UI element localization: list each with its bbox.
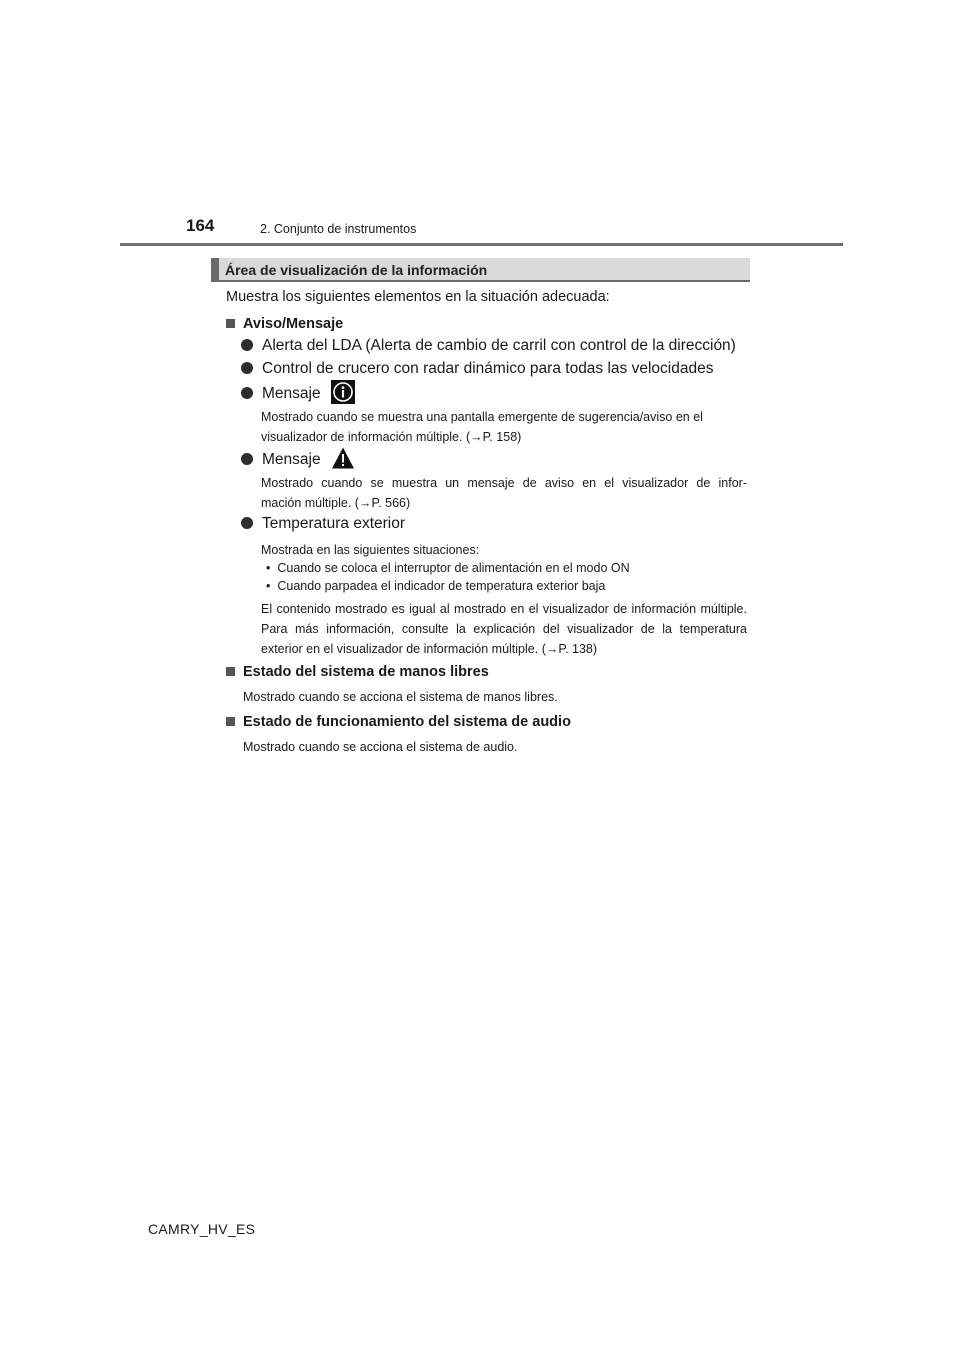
subsection-heading-manos-libres [226, 664, 489, 680]
list-item-temperatura [241, 515, 405, 533]
square-bullet-icon [226, 667, 235, 676]
section-bar-accent [211, 258, 219, 280]
heading-text: Aviso/Mensaje [243, 316, 344, 332]
list-item-text: Alerta del LDA (Alerta de cambio de carril con control de la dirección) [262, 337, 736, 354]
list-item-cruise-control [241, 360, 713, 378]
circle-bullet-icon [241, 387, 253, 399]
heading-text: Estado de funcionamiento del sistema de audio [243, 714, 571, 730]
section-intro: Muestra los siguientes elementos en la situación adecuada: [226, 289, 610, 305]
list-item-text: Mensaje [262, 385, 321, 403]
audio-desc: Mostrado cuando se acciona el sistema de audio. [243, 740, 518, 754]
list-item-mensaje-info [241, 382, 355, 406]
info-icon [331, 380, 355, 404]
subsection-heading-audio [226, 714, 571, 730]
manos-libres-desc: Mostrado cuando se acciona el sistema de manos libres. [243, 690, 558, 704]
subsection-heading-aviso [226, 316, 343, 332]
circle-bullet-icon [241, 517, 253, 529]
mensaje-info-desc-line1: Mostrado cuando se muestra una pantalla emergente de sugerencia/aviso en el [261, 410, 703, 424]
temperatura-paragraph: El contenido mostrado es igual al mostrado en el visualizador de información múltiple. Para más información, consulte la explicación del visualizador de la temperatura exterior en el visualizador de información múltiple. (→P. 138) [261, 602, 747, 656]
temperatura-sub-item [266, 579, 605, 593]
square-bullet-icon [226, 319, 235, 328]
page-number: 164 [186, 216, 215, 235]
list-item-text: Temperatura exterior [262, 515, 406, 532]
list-item-mensaje-warning [241, 448, 355, 472]
sub-item-text: Cuando parpadea el indicador de temperatura exterior baja [277, 579, 606, 593]
dot-bullet-icon: • [266, 561, 271, 575]
mensaje-info-desc-line2: visualizador de información múltiple. (→P. 158) [261, 430, 522, 444]
header-rule [120, 243, 843, 246]
dot-bullet-icon: • [266, 579, 271, 593]
list-item-text: Control de crucero con radar dinámico para todas las velocidades [262, 360, 714, 377]
chapter-title: 2. Conjunto de instrumentos [260, 222, 417, 236]
mensaje-warning-desc-line1: Mostrado cuando se muestra un mensaje de aviso en el visualizador de infor- [261, 476, 747, 490]
list-item-lda [241, 337, 736, 355]
temperatura-sub-item [266, 561, 630, 575]
section-title: Área de visualización de la información [225, 262, 488, 278]
footer-doc-code: CAMRY_HV_ES [148, 1221, 256, 1237]
circle-bullet-icon [241, 362, 253, 374]
circle-bullet-icon [241, 453, 253, 465]
temperatura-intro: Mostrada en las siguientes situaciones: [261, 543, 480, 557]
list-item-text: Mensaje [262, 451, 321, 469]
sub-item-text: Cuando se coloca el interruptor de alimentación en el modo ON [277, 561, 630, 575]
square-bullet-icon [226, 717, 235, 726]
section-title-bar [211, 258, 750, 282]
circle-bullet-icon [241, 339, 253, 351]
warning-icon [331, 446, 355, 470]
heading-text: Estado del sistema de manos libres [243, 664, 489, 680]
mensaje-warning-desc-line2: mación múltiple. (→P. 566) [261, 496, 411, 510]
